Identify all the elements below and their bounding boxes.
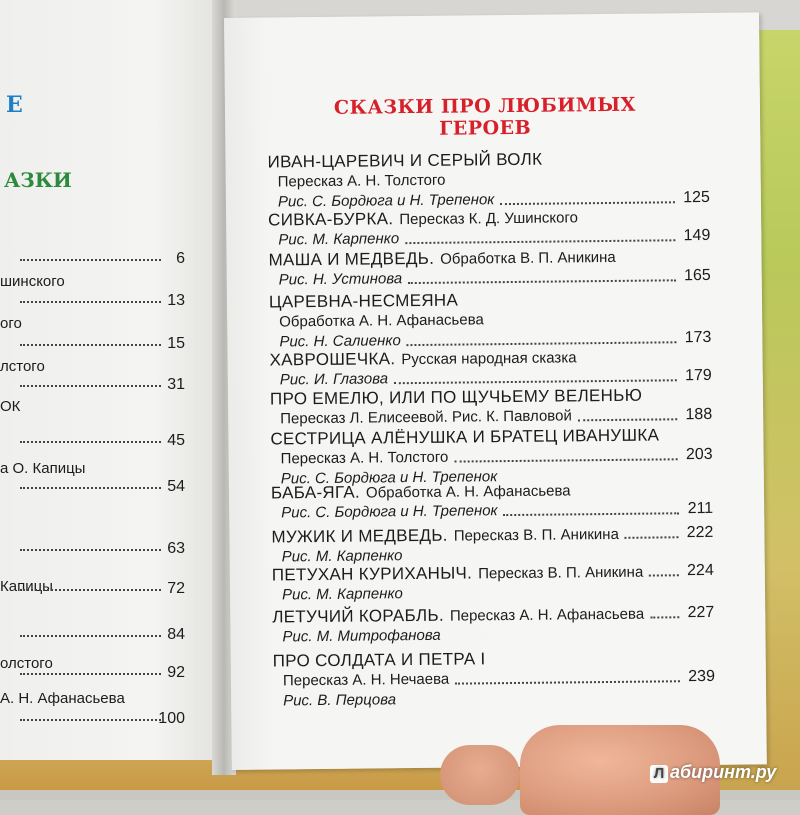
left-toc-text: ОК <box>0 398 21 415</box>
dot-leader <box>20 487 161 489</box>
page-number: 100 <box>158 710 185 727</box>
toc-entry <box>267 148 710 213</box>
page-number: 179 <box>684 366 712 385</box>
left-toc-text: шинского <box>0 273 65 290</box>
dot-leader <box>408 279 676 284</box>
page-number: 203 <box>685 445 713 464</box>
page-number: 31 <box>167 376 185 393</box>
left-toc-text: лстого <box>0 358 45 375</box>
left-toc-text: А. Н. Афанасьева <box>0 690 125 707</box>
dot-leader <box>20 441 161 443</box>
dot-leader <box>20 673 161 675</box>
dot-leader <box>20 344 161 346</box>
page-number: 211 <box>687 499 714 518</box>
story-title: ИВАН-ЦАРЕВИЧ И СЕРЫЙ ВОЛК <box>267 149 543 172</box>
toc-line <box>271 499 713 524</box>
story-credit: Пересказ В. П. Аникина <box>453 525 619 545</box>
left-toc-text: Капицы <box>0 578 53 595</box>
dot-leader <box>578 418 677 421</box>
dot-leader <box>405 239 675 244</box>
page-number: 125 <box>683 188 710 207</box>
page-number: 188 <box>685 405 713 424</box>
story-title: СЕСТРИЦА АЛЁНУШКА И БРАТЕЦ ИВАНУШКА <box>270 425 660 449</box>
toc-entry <box>272 561 714 606</box>
page-number: 239 <box>688 667 716 686</box>
illustrator-credit: Рис. М. Митрофанова <box>282 626 441 646</box>
illustrator-credit: Рис. Н. Салиенко <box>279 332 401 351</box>
toc-entry <box>268 206 710 251</box>
page-number: 224 <box>687 561 714 580</box>
page-number: 54 <box>167 478 185 495</box>
left-subheading: АЗКИ <box>4 168 72 192</box>
page-number: 222 <box>686 523 714 542</box>
dot-leader <box>20 385 161 387</box>
dot-leader <box>649 574 679 576</box>
toc-entry <box>270 385 712 430</box>
page-number: 6 <box>176 250 185 267</box>
story-title: ХАВРОШЕЧКА. <box>269 349 396 370</box>
story-credit: Пересказ К. Д. Ушинского <box>399 209 579 229</box>
page-number: 84 <box>167 626 185 643</box>
story-title: МУЖИК И МЕДВЕДЬ. <box>271 525 448 547</box>
toc-entry <box>272 603 714 648</box>
story-credit: Пересказ В. П. Аникина <box>478 563 644 583</box>
illustrator-credit: Рис. Н. Устинова <box>278 270 403 289</box>
illustrator-credit: Рис. И. Глазова <box>279 370 389 389</box>
page-number: 45 <box>167 432 185 449</box>
story-title: ПРО ЕМЕЛЮ, ИЛИ ПО ЩУЧЬЕМУ ВЕЛЕНЬЮ <box>269 385 643 409</box>
dot-leader <box>503 512 679 516</box>
story-credit: Пересказ А. Н. Толстого <box>277 171 446 191</box>
dot-leader <box>20 719 161 721</box>
story-credit: Обработка А. Н. Афанасьева <box>279 311 484 331</box>
toc-entry <box>269 346 711 391</box>
story-title: СИВКА-БУРКА. <box>268 209 394 230</box>
illustrator-credit: Рис. М. Карпенко <box>281 585 403 604</box>
toc-entry <box>273 647 716 712</box>
left-heading: Е <box>6 92 23 118</box>
toc-entry <box>271 479 713 524</box>
illustrator-credit: Рис. М. Карпенко <box>281 547 403 566</box>
watermark-text: абиринт.ру <box>670 762 777 782</box>
dot-leader <box>455 680 680 684</box>
page-number: 92 <box>167 664 185 681</box>
page-number: 13 <box>167 292 185 309</box>
story-title: ПЕТУХАН КУРИХАНЫЧ. <box>271 563 473 585</box>
finger <box>440 745 520 805</box>
dot-leader <box>500 201 675 205</box>
left-toc-text: ого <box>0 315 22 332</box>
story-credit: Пересказ А. Н. Афанасьева <box>449 605 645 625</box>
story-title: ЛЕТУЧИЙ КОРАБЛЬ. <box>272 605 445 627</box>
toc-entry <box>268 246 710 291</box>
story-credit: Пересказ А. Н. Нечаева <box>282 670 450 690</box>
illustrator-credit: Рис. В. Перцова <box>283 691 397 710</box>
dot-leader <box>394 379 677 384</box>
illustrator-credit: Рис. С. Бордюга и Н. Трепенок <box>280 468 498 488</box>
toc-line <box>269 266 711 291</box>
dot-leader <box>624 536 678 539</box>
left-toc-text: олстого <box>0 655 53 672</box>
page-number: 15 <box>167 335 185 352</box>
left-toc-text: а О. Капицы <box>0 460 86 477</box>
left-page <box>0 0 220 760</box>
story-title: ПРО СОЛДАТА И ПЕТРА I <box>272 649 486 671</box>
page-number: 63 <box>167 540 185 557</box>
dot-leader <box>20 301 161 303</box>
dot-leader <box>20 635 161 637</box>
toc-entry <box>269 288 712 353</box>
page-number: 72 <box>167 580 185 597</box>
page-number: 165 <box>683 266 711 285</box>
story-credit: Русская народная сказка <box>401 349 577 369</box>
illustrator-credit: Рис. С. Бордюга и Н. Трепенок <box>281 502 498 522</box>
right-page <box>224 12 767 770</box>
story-credit: Обработка А. Н. Афанасьева <box>365 482 571 502</box>
dot-leader <box>455 458 678 462</box>
toc-line <box>273 687 715 712</box>
story-credit: Пересказ Л. Елисеевой. Рис. К. Павловой <box>280 407 572 428</box>
watermark <box>650 762 776 783</box>
dot-leader <box>20 259 161 261</box>
dot-leader <box>20 589 161 591</box>
story-credit: Пересказ А. Н. Толстого <box>280 448 449 468</box>
story-credit: Обработка В. П. Аникина <box>440 248 616 268</box>
dot-leader <box>406 341 676 346</box>
section-title: СКАЗКИ ПРО ЛЮБИМЫХ ГЕРОЕВ <box>333 93 636 140</box>
story-title: БАБА-ЯГА. <box>270 482 361 503</box>
dot-leader <box>650 616 679 618</box>
toc-line <box>272 623 714 648</box>
toc-line <box>272 581 714 606</box>
illustrator-credit: Рис. С. Бордюга и Н. Трепенок <box>277 191 495 211</box>
page-number: 173 <box>684 328 712 347</box>
illustrator-credit: Рис. М. Карпенко <box>278 230 400 249</box>
story-title: МАША И МЕДВЕДЬ. <box>268 248 435 270</box>
dot-leader <box>20 549 161 551</box>
watermark-badge: Л <box>650 765 668 783</box>
page-number: 227 <box>687 603 715 622</box>
story-title: ЦАРЕВНА-НЕСМЕЯНА <box>268 290 459 312</box>
page-number: 149 <box>683 226 711 245</box>
